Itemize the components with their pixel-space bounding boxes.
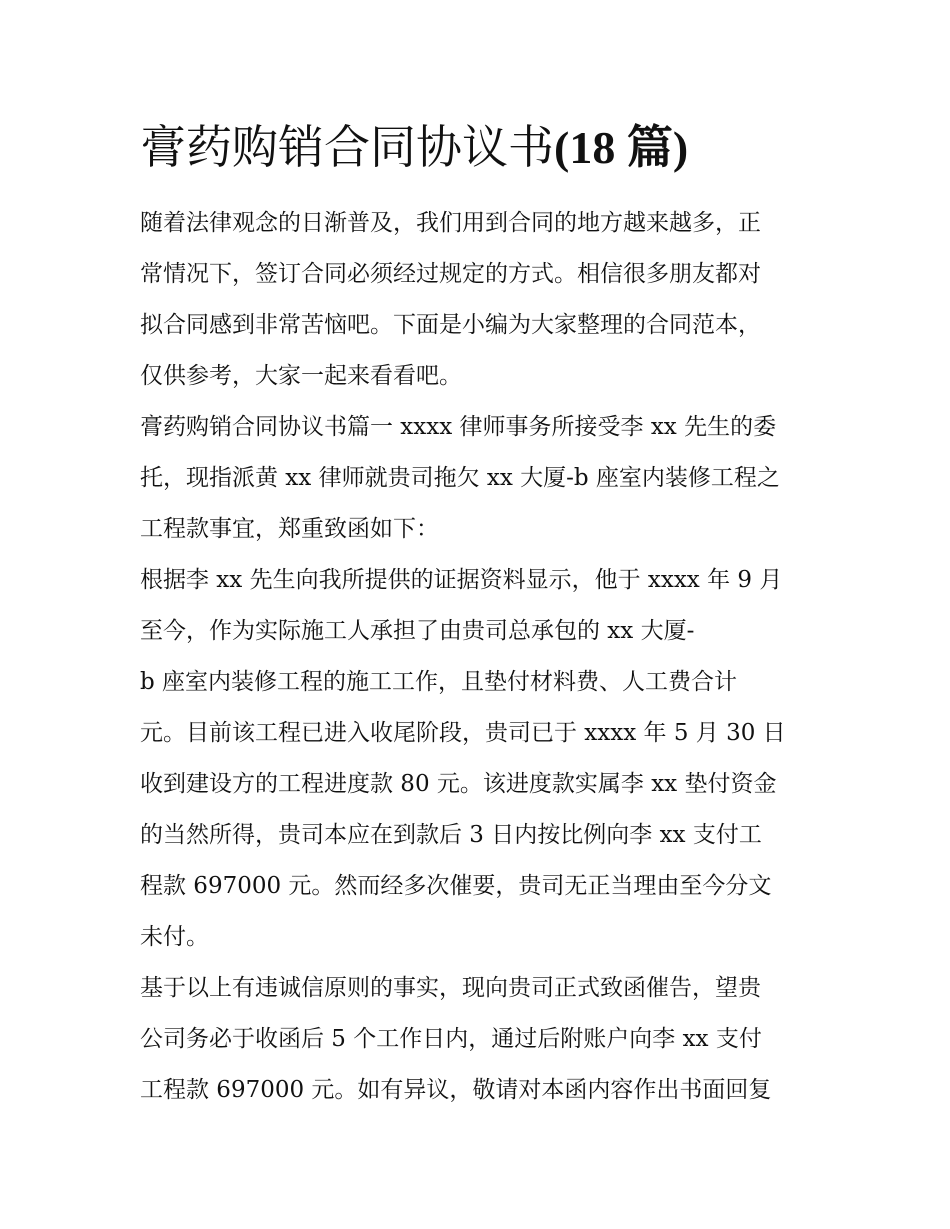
document-body: [140, 200, 812, 1118]
document-title: [140, 116, 688, 179]
title-suffix: (18 篇): [554, 122, 689, 173]
text-line: 仅供参考，大家一起来看看吧。: [140, 363, 462, 389]
text-line: 拟合同感到非常苦恼吧。下面是小编为大家整理的合同范本，: [140, 312, 761, 338]
text-line: 工程款 697000 元。如有异议，敬请对本函内容作出书面回复: [140, 1077, 772, 1103]
text-line: 未付。: [140, 924, 209, 950]
text-line: 随着法律观念的日渐普及，我们用到合同的地方越来越多，正: [140, 210, 761, 236]
text-line: 的当然所得，贵司本应在到款后 3 日内按比例向李 xx 支付工: [140, 822, 762, 848]
text-line: 根据李 xx 先生向我所提供的证据资料显示，他于 xxxx 年 9 月: [140, 567, 783, 593]
text-line: 程款 697000 元。然而经多次催要，贵司无正当理由至今分文: [140, 873, 772, 899]
text-line: 至今，作为实际施工人承担了由贵司总承包的 xx 大厦-: [140, 618, 695, 644]
text-line: 托，现指派黄 xx 律师就贵司拖欠 xx 大厦-b 座室内装修工程之: [140, 465, 780, 491]
text-line: 膏药购销合同协议书篇一 xxxx 律师事务所接受李 xx 先生的委: [140, 414, 777, 440]
text-line: 元。目前该工程已进入收尾阶段，贵司已于 xxxx 年 5 月 30 日: [140, 720, 786, 746]
text-line: 工程款事宜，郑重致函如下：: [140, 516, 439, 542]
text-line: 收到建设方的工程进度款 80 元。该进度款实属李 xx 垫付资金: [140, 771, 777, 797]
text-line: 公司务必于收函后 5 个工作日内，通过后附账户向李 xx 支付: [140, 1026, 762, 1052]
title-main: 膏药购销合同协议书: [140, 120, 554, 174]
text-line: 常情况下，签订合同必须经过规定的方式。相信很多朋友都对: [140, 261, 761, 287]
text-line: b 座室内装修工程的施工工作，且垫付材料费、人工费合计: [140, 669, 738, 695]
text-line: 基于以上有违诚信原则的事实，现向贵司正式致函催告，望贵: [140, 975, 761, 1001]
